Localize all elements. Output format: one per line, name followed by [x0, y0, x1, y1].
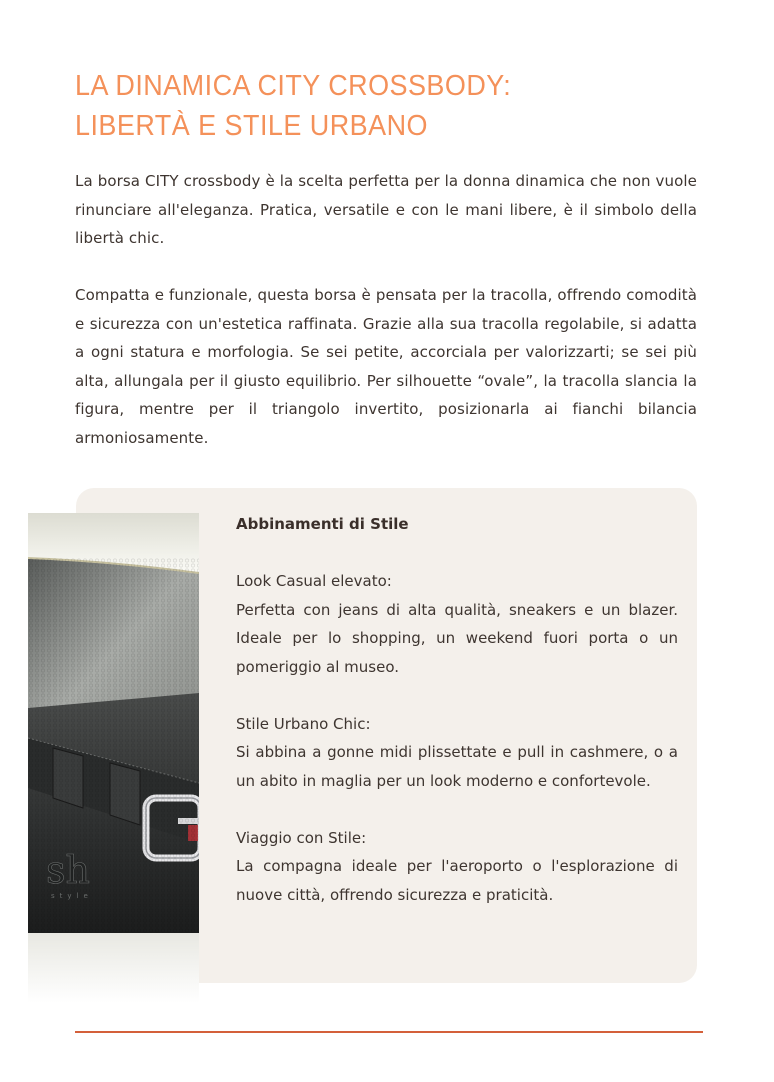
title-line-2: LIBERTÀ E STILE URBANO: [75, 110, 428, 142]
svg-text:sh: sh: [46, 848, 90, 892]
footer-divider: [75, 1031, 703, 1033]
style-section-text: Perfetta con jeans di alta qualità, sneakers e un blazer. Ideale per lo shopping, un weekend fuori porta o un pomeriggio al museo.: [236, 600, 678, 676]
style-card-content: [236, 510, 678, 909]
style-section-casual: [236, 567, 678, 681]
intro-paragraph-1: La borsa CITY crossbody è la scelta perfetta per la donna dinamica che non vuole rinunciare all'eleganza. Pratica, versatile e con le mani libere, è il simbolo della libertà chic.: [75, 172, 697, 247]
bag-image-icon: [28, 513, 199, 1003]
style-section-label: Stile Urbano Chic:: [236, 714, 371, 733]
style-section-urban: [236, 710, 678, 796]
style-section-label: Look Casual elevato:: [236, 572, 392, 590]
intro-paragraph-2: Compatta e funzionale, questa borsa è pensata per la tracolla, offrendo comodità e sicurezza con un'estetica raffinata. Grazie alla sua tracolla regolabile, si adatta a ogni statura e morfologia. Se sei petite, accorciala per valorizzarti; se sei più alta, allungala per il giusto equilibrio. Per silhouette “ovale”, la tracolla slancia la figura, mentre per il triangolo invertito, posizionarla ai fianchi bilancia armoniosamente.: [75, 286, 697, 447]
page-title: [75, 66, 511, 146]
style-card-heading: Abbinamenti di Stile: [236, 515, 409, 533]
style-section-text: La compagna ideale per l'aeroporto o l'esplorazione di nuove città, offrendo sicurezza e praticità.: [236, 857, 678, 904]
style-section-label: Viaggio con Stile:: [236, 828, 367, 847]
style-section-text: Si abbina a gonne midi plissettate e pull in cashmere, o a un abito in maglia per un look moderno e confortevole.: [236, 743, 678, 790]
style-section-travel: [236, 824, 678, 910]
title-line-1: LA DINAMICA CITY CROSSBODY:: [75, 70, 512, 102]
svg-text:style: style: [51, 892, 93, 900]
product-photo: [28, 513, 199, 1003]
